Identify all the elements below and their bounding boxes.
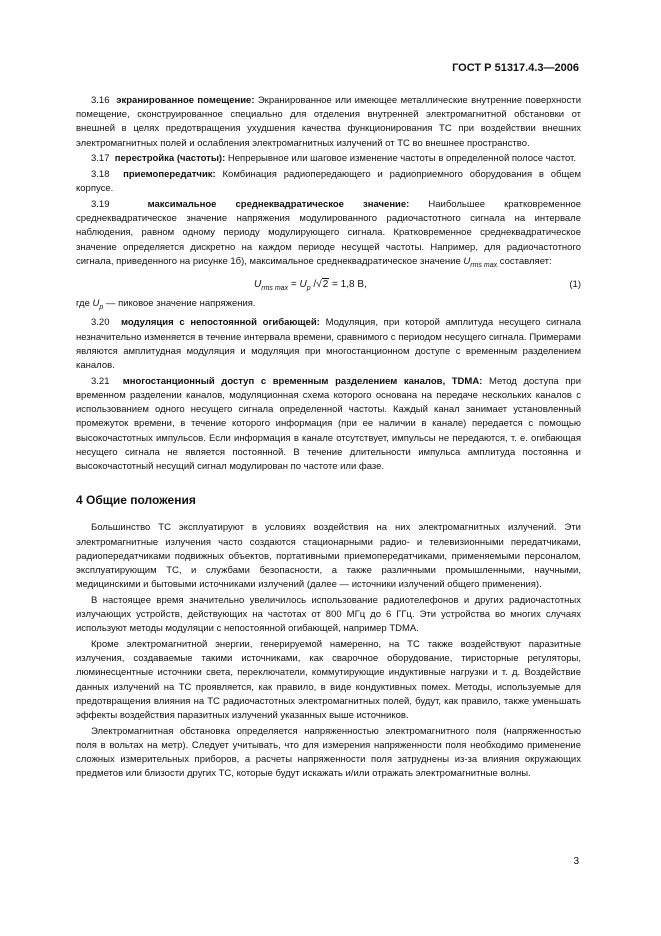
where-prefix: где (76, 297, 93, 309)
formula-peak-symbol: U (299, 278, 307, 290)
clause-text: Комбинация радиопередающего и радиоприемного оборудования в общем корпусе. (76, 169, 581, 195)
clause-text: Непрерывное или шаговое изменение частоты в определенной полосе частот. (225, 153, 576, 165)
clause-3-18 (76, 168, 581, 196)
formula-equals: = (288, 278, 300, 290)
formula-where (76, 297, 581, 315)
paragraph: Кроме электромагнитной энергии, генерируемой намеренно, на ТС также воздействуют паразитные излучения, создаваемые такими источниками, как сварочное оборудование, тиристорные регуляторы, люминесцентные источники света, переключатели, коммутирующие индуктивные нагрузки и т. д. Воздействие данных излучений на ТС проявляется, как правило, в виде кондуктивных помех. Методы, используемые для предотвращения влияния на ТС радиочастотных электромагнитных полей, будут, как правило, также уменьшать эффекты воздействия паразитных излучений указанных выше источников. (76, 638, 581, 721)
clause-number: 3.17 (91, 153, 110, 165)
clause-number: 3.20 (91, 317, 110, 329)
clause-number: 3.16 (91, 95, 110, 106)
symbol-subscript: rms max (470, 261, 498, 269)
clause-text: Метод доступа при временном разделении каналов, модуляционная схема которого основана на передаче нескольких каналов с использованием одного несущего сигнала определенной частоты. Каждый канал занимает установленный промежуток времени, в течение которого информация (при ее наличии в канале) передается с помощью высокочастотных импульсов. Если информация в канале отсутствует, импульсы не передаются, т. е. огибающая несущего сигнала не является постоянной. В течение длительности импульса амплитуда постоянна и высокочастотный несущий сигнал модулирован по частоте или фазе. (76, 375, 582, 472)
clause-number: 3.19 (91, 198, 110, 210)
section-heading-4: 4 Общие положения (76, 493, 196, 508)
document-code-header: ГОСТ Р 51317.4.3—2006 (452, 62, 579, 74)
paragraph: Электромагнитная обстановка определяется напряженностью электромагнитного поля (напряженностью поля в вольтах на метр). Следует учитывать, что для измерения напряженности поля необходимо применение сложных измерительных приборов, а расчеты напряженности поля затруднены из-за влияния окружающих предметов или близости других ТС, которые будут искажать и/или отражать электромагнитные волны. (76, 725, 581, 780)
clause-number: 3.21 (91, 375, 110, 387)
page-number: 3 (573, 856, 579, 867)
clause-term: приемопередатчик: (123, 169, 216, 181)
formula-expression (254, 278, 367, 296)
clause-3-19 (76, 198, 581, 273)
clause-text: Наибольшее кратковременное среднеквадратическое значение напряжения модулированного радиочастотного сигнала на интервале наблюдения, равном одному периоду модулирующего сигнала. Кратковременное среднеквадратическое значение определяется дискретно на каждом периоде несущей частоты. Например, для радиочастотного сигнала, приведенного на рисунке 1б), максимальное среднеквадратическое значение (76, 198, 582, 267)
clause-number: 3.18 (91, 169, 110, 181)
clause-tail: составляет: (497, 255, 552, 267)
formula-number: (1) (569, 278, 581, 290)
paragraph: В настоящее время значительно увеличилось использование радиотелефонов и других радиочастотных излучающих устройств, действующих на частотах от 800 МГц до 6 ГГц. Эти устройства во многих случаях используют методы модуляции с непостоянной огибающей, например TDMA. (76, 594, 581, 635)
paragraph: Большинство ТС эксплуатируют в условиях воздействия на них электромагнитных излучений. Эти электромагнитные излучения часто создаются стационарными радио- и телевизионными передатчиками, радиопередатчиками подвижных объектов, портативными приемопередатчиками, применяемыми персоналом, эксплуатирующим ТС, и службами безопасности, а также различными промышленными, научными, медицинскими и бытовыми источниками излучений (далее — источники излучений общего применения). (76, 522, 581, 591)
clause-3-16 (76, 94, 581, 151)
symbol-subscript: p (99, 303, 104, 311)
clause-term: перестройка (частоты): (114, 153, 226, 165)
document-body (76, 94, 581, 783)
formula-lhs-subscript: rms max (261, 284, 289, 292)
formula-lhs: U (254, 278, 262, 290)
clause-text: Экранированное или имеющее металлические внутренние поверхности помещение, сконструированное специально для отделения внутренней электромагнитной обстановки от внешней в целях предотвращения ухудшения качества функционирования ТС при воздействии внешних электромагнитных полей и ослабления электромагнитных излучений от ТС во внешнее пространство. (76, 95, 581, 149)
sqrt-sign: √ (316, 278, 322, 290)
clause-term: модуляция с непостоянной огибающей: (120, 317, 320, 329)
clause-3-21 (76, 375, 581, 474)
clause-term: экранированное помещение: (116, 95, 255, 106)
clause-term: максимальное среднеквадратическое значение: (147, 198, 410, 210)
formula-1 (76, 276, 581, 295)
symbol: U (463, 255, 471, 267)
symbol: U (92, 297, 100, 309)
formula-radicand: 2 (322, 278, 329, 290)
clause-3-20 (76, 316, 581, 373)
clause-3-17 (76, 152, 581, 166)
where-text: — пиковое значение напряжения. (103, 297, 256, 309)
clause-term: многостанционный доступ с временным разделением каналов, TDMA: (122, 375, 483, 387)
formula-slash: / (310, 278, 317, 290)
formula-peak-subscript: p (306, 284, 311, 292)
formula-rhs: = 1,8 В, (329, 278, 367, 290)
clause-text: Модуляция, при которой амплитуда несущего сигнала незначительно изменяется в течение интервала времени, сравнимого с периодом несущего сигнала. Примерами являются амплитудная модуляция и модуляция при многостанционном доступе с временным разделением каналов. (76, 317, 581, 372)
